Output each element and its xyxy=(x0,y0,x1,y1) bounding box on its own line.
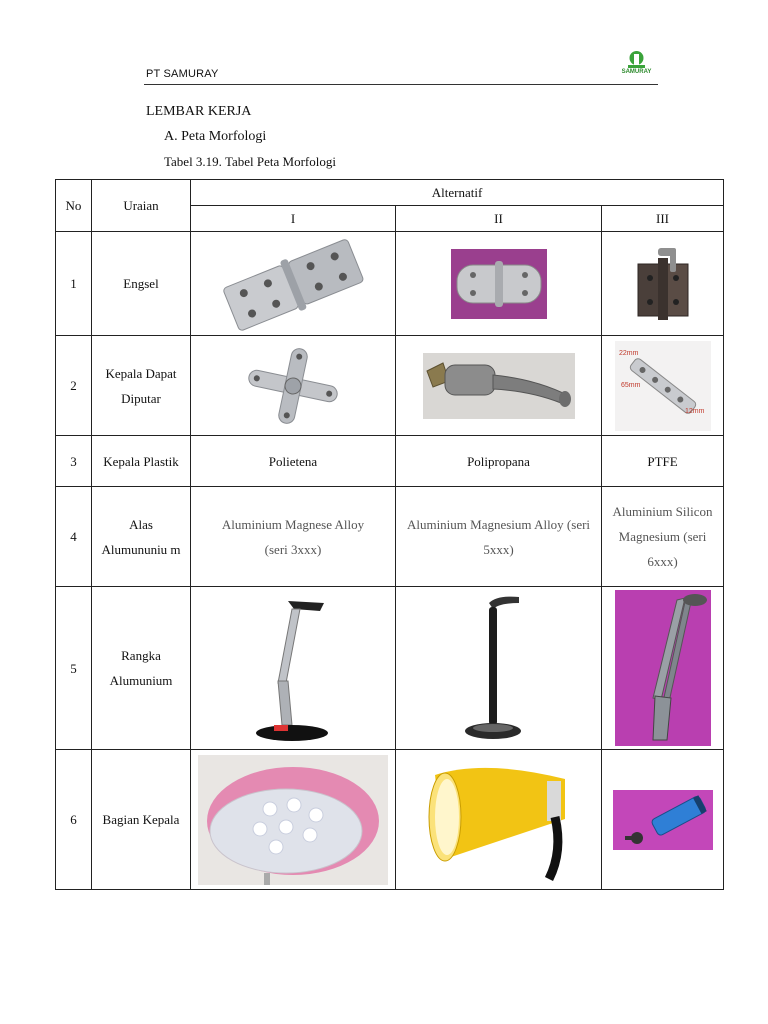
hinge-flat-image xyxy=(451,249,547,319)
hinge-steel-image xyxy=(218,234,368,334)
table-row xyxy=(56,336,724,436)
row-number: 1 xyxy=(56,232,92,336)
alt-cell xyxy=(602,336,724,436)
dimension-label: 65mm xyxy=(620,381,640,389)
header-alternatif: Alternatif xyxy=(191,180,724,206)
swivel-plate-image xyxy=(615,341,711,431)
alt-cell: Polietena xyxy=(191,436,396,487)
swivel-joint-image xyxy=(423,353,575,419)
table-row xyxy=(56,750,724,890)
row-uraian: Kepala Plastik xyxy=(92,436,191,487)
alt-cell: Aluminium Silicon Magnesium (seri 6xxx) xyxy=(602,487,724,587)
header-uraian: Uraian xyxy=(92,180,191,232)
page-title: LEMBAR KERJA xyxy=(146,104,252,119)
logo-label: SAMURAY xyxy=(621,69,652,75)
row-number: 6 xyxy=(56,750,92,890)
row-number: 3 xyxy=(56,436,92,487)
table-caption: Tabel 3.19. Tabel Peta Morfologi xyxy=(164,154,336,169)
row-number: 4 xyxy=(56,487,92,587)
header-no: No xyxy=(56,180,92,232)
alt-cell xyxy=(191,750,396,890)
section-heading: A. Peta Morfologi xyxy=(164,129,267,144)
alt-cell xyxy=(396,750,602,890)
alt-cell: PTFE xyxy=(602,436,724,487)
lamp-head-blue-image xyxy=(613,790,713,850)
alt-cell xyxy=(191,232,396,336)
swivel-cross-image xyxy=(238,346,348,426)
header-alt-2: II xyxy=(396,206,602,232)
table-row xyxy=(56,232,724,336)
alt-cell xyxy=(191,587,396,750)
alt-cell xyxy=(396,336,602,436)
company-logo xyxy=(606,49,667,81)
header-alt-3: III xyxy=(602,206,724,232)
header-alt-1: I xyxy=(191,206,396,232)
table-header-row xyxy=(56,180,724,206)
alt-cell: Aluminium Magnese Alloy (seri 3xxx) xyxy=(191,487,396,587)
lamp-frame-black-image xyxy=(459,593,539,743)
table-row xyxy=(56,436,724,487)
row-uraian: Alas Alumununiu m xyxy=(92,487,191,587)
row-number: 2 xyxy=(56,336,92,436)
lamp-head-yellow-image xyxy=(415,755,583,885)
table-row xyxy=(56,487,724,587)
alt-cell xyxy=(602,750,724,890)
lamp-frame-silver-image xyxy=(248,593,338,743)
dimension-label: 22mm xyxy=(618,349,638,357)
led-head-pink-image xyxy=(198,755,388,885)
row-uraian: Bagian Kepala xyxy=(92,750,191,890)
alt-cell: Polipropana xyxy=(396,436,602,487)
morphology-table xyxy=(55,179,724,890)
row-uraian: Engsel xyxy=(92,232,191,336)
lamp-frame-pink-image xyxy=(615,590,711,746)
row-uraian: Kepala Dapat Diputar xyxy=(92,336,191,436)
row-uraian: Rangka Alumunium xyxy=(92,587,191,750)
dimension-label: 12mm xyxy=(684,407,704,415)
row-number: 5 xyxy=(56,587,92,750)
alt-cell xyxy=(396,232,602,336)
header-rule xyxy=(144,84,658,85)
hinge-dark-image xyxy=(628,244,698,324)
alt-cell xyxy=(396,587,602,750)
table-row xyxy=(56,587,724,750)
company-name: PT SAMURAY xyxy=(146,68,219,80)
alt-cell xyxy=(602,587,724,750)
samuray-logo-icon xyxy=(606,49,667,71)
alt-cell: Aluminium Magnesium Alloy (seri 5xxx) xyxy=(396,487,602,587)
alt-cell xyxy=(602,232,724,336)
alt-cell xyxy=(191,336,396,436)
